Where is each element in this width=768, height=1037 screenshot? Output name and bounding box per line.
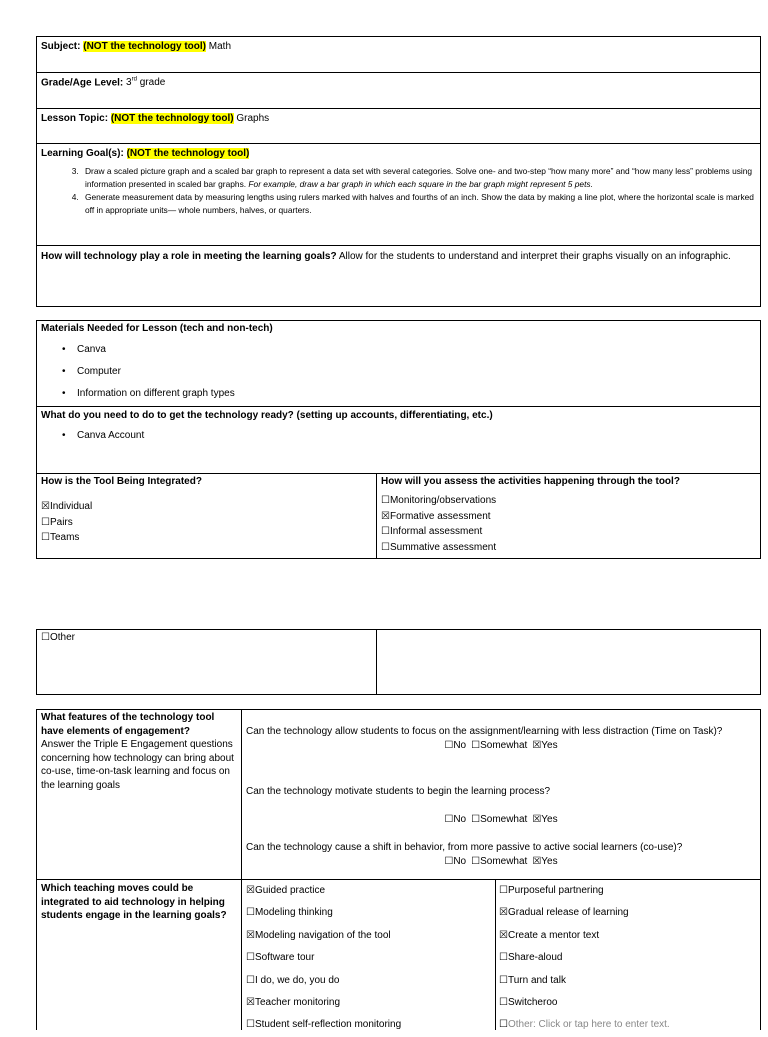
subject-row xyxy=(37,37,760,73)
goal-item-3: 3. Draw a scaled picture graph and a scaled bar graph to represent a data set with several categories. Solve one- and two-step “how many more” and “how many less” problems using information presented in scaled bar graphs. For example, draw a bar graph in which each square in the bar graph might represent 5 pets. xyxy=(81,165,756,191)
integration-option[interactable]: ☐Teams xyxy=(41,532,80,543)
topic-value: Graphs xyxy=(236,113,270,124)
engagement-questions-cell xyxy=(242,710,760,879)
goals-highlight: (NOT the technology tool) xyxy=(126,148,250,159)
teaching-moves-label-cell xyxy=(37,880,242,1030)
move-option[interactable]: ☒Teacher monitoring xyxy=(246,996,341,1008)
engagement-features-cell xyxy=(37,710,242,879)
answer-yes[interactable]: ☒Yes xyxy=(532,856,558,867)
engagement-features-label: What features of the technology tool have elements of engagement? xyxy=(41,712,215,737)
grade-value: 3rd grade xyxy=(126,77,166,89)
move-option[interactable]: ☐Other: Click or tap here to enter text. xyxy=(499,1019,670,1031)
tech-ready-label: What do you need to do to get the technology ready? (setting up accounts, differentiating, etc.) xyxy=(41,410,493,421)
goal-item-4: 4. Generate measurement data by measuring lengths using rulers marked with halves and fourths of an inch. Show the data by making a line plot, where the horizontal scale is marked off in appropriate units— whole numbers, halves, or quarters. xyxy=(81,191,756,217)
integration-assess-row xyxy=(37,474,760,558)
tech-role-row xyxy=(37,246,760,306)
answer-somewhat[interactable]: ☐Somewhat xyxy=(471,856,528,867)
answer-options xyxy=(246,813,756,827)
other-empty-cell xyxy=(377,630,760,694)
teaching-moves-options-cell xyxy=(242,880,760,1030)
answer-no[interactable]: ☐No xyxy=(444,814,467,825)
integration-label: How is the Tool Being Integrated? xyxy=(41,476,202,487)
assessment-label: How will you assess the activities happening through the tool? xyxy=(381,476,680,487)
subject-highlight: (NOT the technology tool) xyxy=(83,41,206,52)
other-table xyxy=(36,629,761,695)
move-option[interactable]: ☒Guided practice xyxy=(246,885,326,896)
engagement-row xyxy=(37,710,760,880)
materials-item: • Canva xyxy=(41,339,756,361)
lesson-header-table xyxy=(36,36,761,307)
goals-row xyxy=(37,144,760,246)
assessment-option[interactable]: ☒Formative assessment xyxy=(381,510,491,522)
move-option[interactable]: ☐Turn and talk xyxy=(499,974,566,986)
teaching-moves-grid xyxy=(242,880,760,1037)
checkbox-icon: ☐ xyxy=(41,532,50,543)
question-time-on-task: Can the technology allow students to focus on the assignment/learning with less distraction (Time on Task)? ☐No ☐Somewhat ☒Yes xyxy=(246,725,756,785)
checkbox-icon: ☐ xyxy=(381,495,390,506)
move-option[interactable]: ☐Student self-reflection monitoring xyxy=(246,1019,402,1031)
tech-role-label: How will technology play a role in meeting the learning goals? xyxy=(41,251,337,262)
materials-table xyxy=(36,320,761,559)
answer-somewhat[interactable]: ☐Somewhat xyxy=(471,740,528,751)
materials-list xyxy=(41,339,756,405)
checked-box-icon: ☒ xyxy=(381,510,390,522)
materials-row xyxy=(37,321,760,407)
integration-option[interactable]: ☒Individual xyxy=(41,501,93,512)
checkbox-icon: ☐ xyxy=(41,632,50,643)
move-option[interactable]: ☐I do, we do, you do xyxy=(246,974,340,986)
subject-value: Math xyxy=(208,41,232,52)
answer-options xyxy=(246,739,756,753)
topic-label: Lesson Topic: xyxy=(41,113,109,124)
goals-list xyxy=(41,165,756,217)
question-co-use: Can the technology cause a shift in behavior, from more passive to active social learners (co-use)? ☐No ☐Somewhat ☒Yes xyxy=(246,841,756,869)
engagement-table xyxy=(36,709,761,1030)
assessment-option[interactable]: ☐Monitoring/observations xyxy=(381,495,497,506)
other-row xyxy=(37,630,760,694)
move-option[interactable]: ☐Purposeful partnering xyxy=(499,885,604,896)
integration-cell xyxy=(37,474,377,558)
question-motivation: Can the technology motivate students to begin the learning process? ☐No ☐Somewhat ☒Yes xyxy=(246,785,756,841)
tech-ready-row xyxy=(37,407,760,474)
other-label: Other xyxy=(49,632,75,643)
tech-ready-item: • Canva Account xyxy=(41,430,756,441)
move-option[interactable]: ☒Modeling navigation of the tool xyxy=(246,929,391,941)
integration-option[interactable]: ☐Pairs xyxy=(41,516,73,528)
checkbox-icon: ☐ xyxy=(381,526,390,537)
answer-no[interactable]: ☐No xyxy=(444,740,467,751)
move-option[interactable]: ☐Switcheroo xyxy=(499,996,558,1008)
topic-row xyxy=(37,109,760,144)
tech-role-value: Allow for the students to understand and interpret their graphs visually on an infographic. xyxy=(338,251,731,262)
move-option[interactable]: ☐Software tour xyxy=(246,952,315,964)
checked-box-icon: ☒ xyxy=(41,501,50,512)
tech-ready-list xyxy=(41,430,756,441)
move-option[interactable]: ☐Share-aloud xyxy=(499,952,563,964)
engagement-features-desc: Answer the Triple E Engagement questions concerning how technology can bring about co-use, time-on-task learning and focus on the learning goals xyxy=(41,739,234,791)
answer-yes[interactable]: ☒Yes xyxy=(532,740,558,751)
answer-yes[interactable]: ☒Yes xyxy=(532,814,558,825)
assessment-option[interactable]: ☐Summative assessment xyxy=(381,541,497,553)
other-option[interactable] xyxy=(37,630,377,694)
move-option[interactable]: ☒Gradual release of learning xyxy=(499,907,629,919)
grade-row xyxy=(37,73,760,109)
checkbox-icon: ☐ xyxy=(41,516,50,528)
materials-item: • Information on different graph types xyxy=(41,383,756,405)
grade-label: Grade/Age Level: xyxy=(41,77,124,89)
answer-options xyxy=(246,855,756,869)
move-option[interactable]: ☐Modeling thinking xyxy=(246,907,333,919)
teaching-moves-row xyxy=(37,880,760,1030)
topic-highlight: (NOT the technology tool) xyxy=(110,113,234,124)
assessment-option[interactable]: ☐Informal assessment xyxy=(381,526,483,537)
checkbox-icon: ☐ xyxy=(381,541,390,553)
answer-no[interactable]: ☐No xyxy=(444,856,467,867)
goals-label: Learning Goal(s): xyxy=(41,148,124,159)
move-option[interactable]: ☒Create a mentor text xyxy=(499,929,600,941)
subject-label: Subject: xyxy=(41,41,81,52)
teaching-moves-label: Which teaching moves could be integrated to aid technology in helping students engage in the learning goals? xyxy=(41,883,227,921)
answer-somewhat[interactable]: ☐Somewhat xyxy=(471,814,528,825)
materials-label: Materials Needed for Lesson (tech and non-tech) xyxy=(41,323,273,334)
materials-item: • Computer xyxy=(41,361,756,383)
assessment-cell xyxy=(377,474,760,558)
